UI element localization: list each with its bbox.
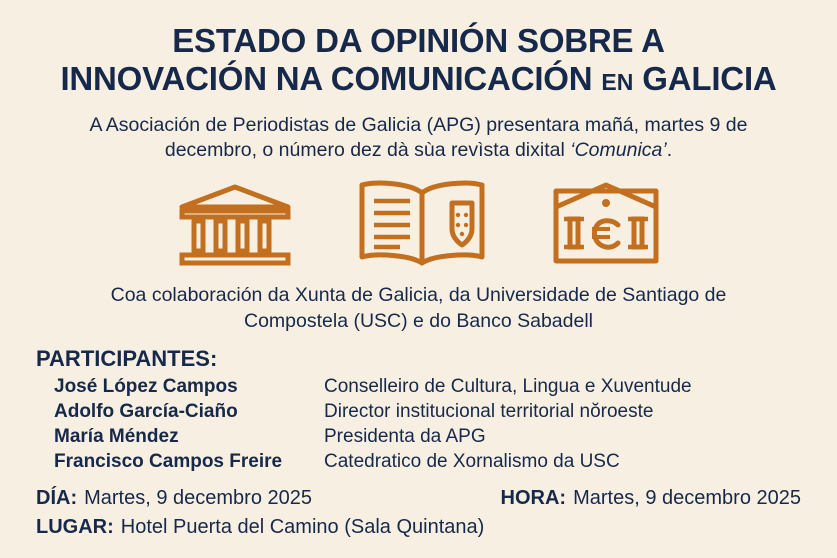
title-line-2-tail: GALICIA [633,60,777,98]
participant-name: Adolfo García-Ciaño [54,400,238,422]
intro-text-part-1: A Asociación de Periodistas de Galicia (APG) presentara mañá, martes 9 de decembro, o número dez dà sùa revìsta dixital [89,113,748,161]
event-time-group [501,484,801,513]
intro-text-part-2: . [666,138,673,161]
participants-list [36,374,815,474]
hour-label: HORA: [500,487,567,510]
intro-magazine-name: ‘Comunica’ [570,138,667,161]
event-details [36,484,801,542]
institution-building-icon [176,181,294,269]
participant-role: Presidenta da APG [324,426,486,448]
participant-role: Director institucional territorial nŏroeste [324,400,654,422]
participant-name: Francisco Campos Freire [54,451,283,473]
participant-role: Conselleiro de Cultura, Lingua e Xuventude [324,375,692,397]
event-place-row [36,513,801,542]
event-date-row [36,484,801,513]
participant-name: José López Campos [54,375,238,397]
title-line-2 [22,60,815,98]
page-title [22,22,815,99]
list-item [36,449,815,474]
participants-heading: PARTICIPANTES: [36,345,218,371]
bank-euro-icon [550,181,662,269]
hour-value: Martes, 9 decembro 2025 [573,487,801,510]
title-line-2-en: EN [601,69,634,96]
list-item [36,399,815,424]
title-line-1: ESTADO DA OPINIÓN SOBRE A [172,22,665,59]
place-label: LUGAR: [36,516,114,539]
icon-row [22,177,815,269]
intro-paragraph [48,113,789,164]
list-item [36,424,815,449]
place-value: Hotel Puerta del Camino (Sala Quintana) [120,516,485,539]
day-value: Martes, 9 decembro 2025 [84,487,313,510]
title-line-2-main: INNOVACIÓN NA COMUNICACIÓN [60,60,602,98]
day-label: DÍA: [36,487,78,510]
collaboration-text: Coa colaboración da Xunta de Galicia, da Universidade de Santiago de Compostela (USC) e do Banco Sabadell [110,284,727,332]
participant-name: María Méndez [54,426,179,448]
participant-role: Catedratico de Xornalismo da USC [324,451,620,473]
open-book-shield-icon [352,177,492,269]
list-item [36,374,815,399]
